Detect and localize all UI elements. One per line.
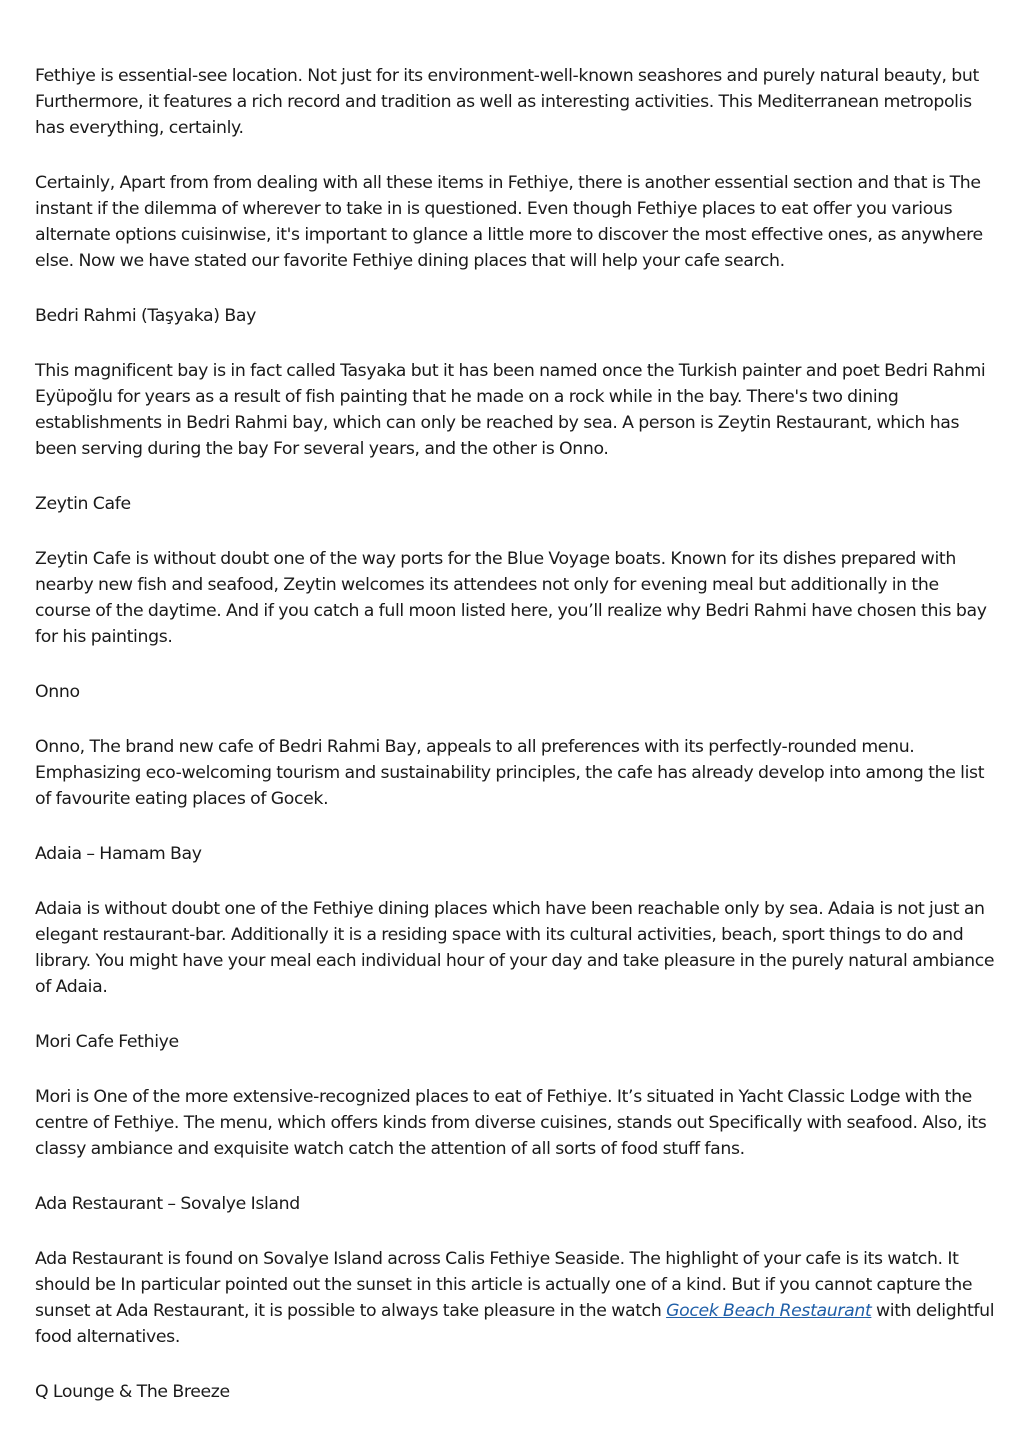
section-paragraph: Mori is One of the more extensive-recognized places to eat of Fethiye. It’s situated in Yacht Classic Lodge with the centre of Fethiye. The menu, which offers kinds from diverse cuisines, stands out Specifically with seafood. Also, its classy ambiance and exquisite watch catch the attention of all sorts of food stuff fans. (35, 1087, 987, 1159)
paragraph-text-after-link: with delightful food alternatives. (35, 1301, 995, 1347)
section-heading: Zeytin Cafe (35, 494, 131, 514)
section-heading: Ada Restaurant – Sovalye Island (35, 1194, 300, 1214)
section-heading: Adaia – Hamam Bay (35, 844, 202, 864)
intro-paragraph-1: Fethiye is essential-see location. Not just for its environment-well-known seashores and purely natural beauty, but Furthermore, it features a rich record and tradition as well as interesting activities. This Mediterranean metropolis has everything, certainly. (35, 66, 979, 138)
section-paragraph: Onno, The brand new cafe of Bedri Rahmi Bay, appeals to all preferences with its perfectly-rounded menu. Emphasizing eco-welcoming tourism and sustainability principles, the cafe has already develop into among the list of favourite eating places of Gocek. (35, 737, 985, 809)
section-paragraph-with-link (35, 1246, 995, 1350)
article-body (35, 63, 995, 1434)
gocek-beach-restaurant-link[interactable]: Gocek Beach Restaurant (666, 1301, 872, 1321)
section-paragraph: Adaia is without doubt one of the Fethiye dining places which have been reachable only by sea. Adaia is not just an elegant restaurant-bar. Additionally it is a residing space with its cultural activities, beach, sport things to do and library. You might have your meal each individual hour of your day and take pleasure in the purely natural ambiance of Adaia. (35, 899, 995, 997)
section-paragraph: Zeytin Cafe is without doubt one of the way ports for the Blue Voyage boats. Known for its dishes prepared with nearby new fish and seafood, Zeytin welcomes its attendees not only for evening meal but additionally in the course of the daytime. And if you catch a full moon listed here, you’ll realize why Bedri Rahmi have chosen this bay for his paintings. (35, 549, 987, 647)
intro-paragraph-2: Certainly, Apart from from dealing with all these items in Fethiye, there is another essential section and that is The instant if the dilemma of wherever to take in is questioned. Even though Fethiye places to eat offer you various alternate options cuisinwise, it's important to glance a little more to discover the most effective ones, as anywhere else. Now we have stated our favorite Fethiye dining places that will help your cafe search. (35, 173, 983, 271)
section-heading: Mori Cafe Fethiye (35, 1032, 179, 1052)
section-heading: Onno (35, 682, 80, 702)
section-heading: Bedri Rahmi (Taşyaka) Bay (35, 306, 256, 326)
section-paragraph: This magnificent bay is in fact called Tasyaka but it has been named once the Turkish painter and poet Bedri Rahmi Eyüpoğlu for years as a result of fish painting that he made on a rock while in the bay. There's two dining establishments in Bedri Rahmi bay, which can only be reached by sea. A person is Zeytin Restaurant, which has been serving during the bay For several years, and the other is Onno. (35, 361, 986, 459)
section-heading: Q Lounge & The Breeze (35, 1382, 230, 1402)
paragraph-text-before-link: Ada Restaurant is found on Sovalye Island across Calis Fethiye Seaside. The highlight of your cafe is its watch. It should be In particular pointed out the sunset in this article is actually one of a kind. But if you cannot capture the sunset at Ada Restaurant, it is possible to always take pleasure in the watch (35, 1249, 973, 1321)
